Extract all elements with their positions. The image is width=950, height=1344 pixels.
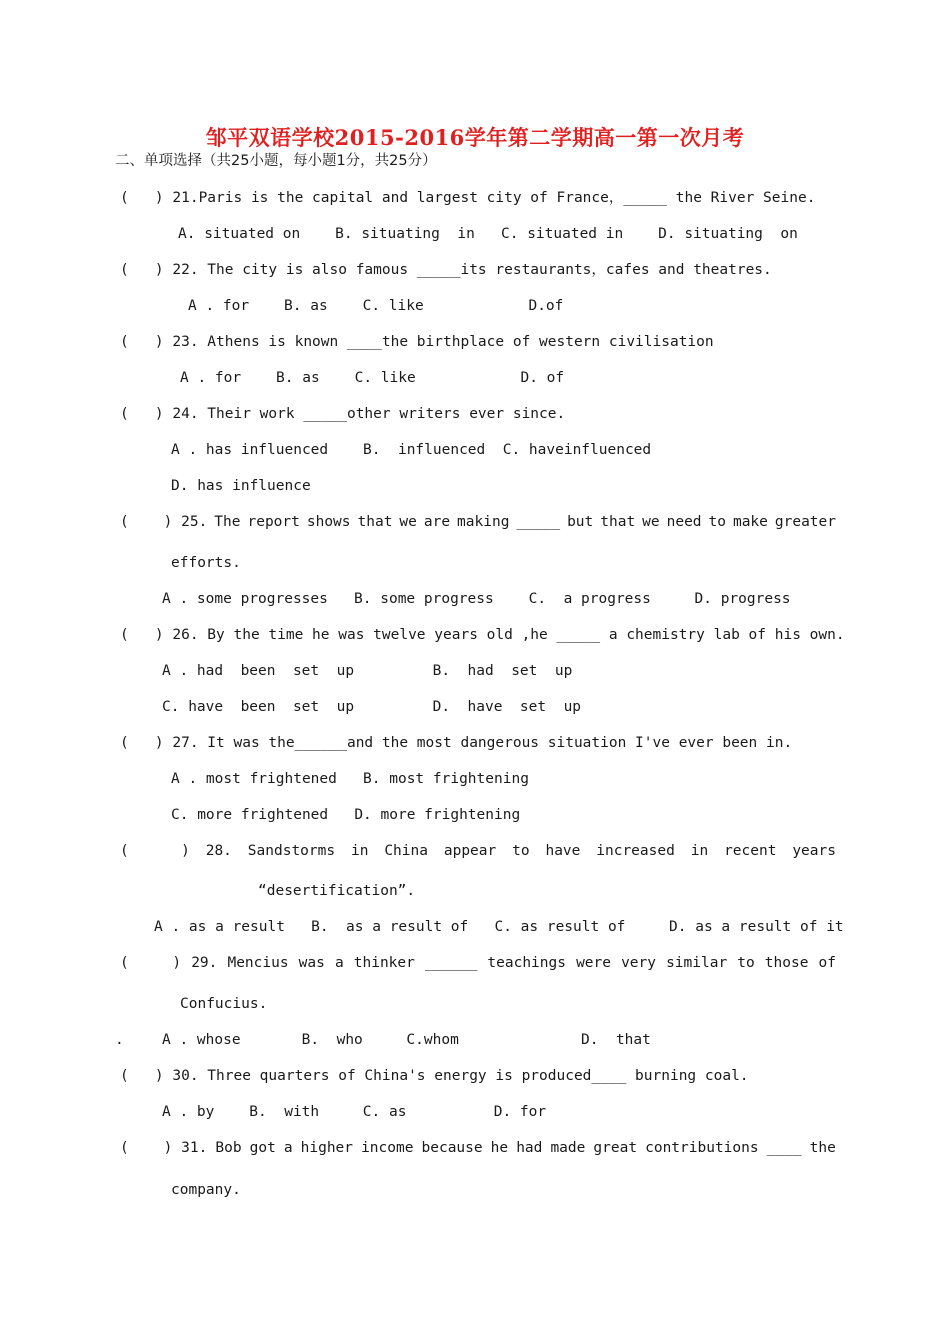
question-27-stem: ( ) 27. It was the______and the most dangerous situation I've ever been in.: [120, 735, 793, 751]
stem-word: ( ): [120, 843, 190, 859]
stem-word: ( ): [120, 955, 182, 971]
stem-word: that: [357, 514, 393, 530]
stem-word: those: [764, 955, 809, 971]
stem-word: are: [423, 514, 451, 530]
stray-mark: .: [115, 1032, 124, 1048]
question-25-stem-continued: efforts.: [171, 555, 241, 571]
question-28-stem-continued: “desertification”.: [258, 883, 416, 899]
stem-word: The: [214, 514, 241, 530]
stem-word: made: [550, 1140, 586, 1156]
page-title: 邹平双语学校2015-2016学年第二学期高一第一次月考: [205, 125, 745, 150]
stem-word: China: [384, 843, 428, 859]
stem-word: to: [737, 955, 755, 971]
stem-word: had: [516, 1140, 543, 1156]
stem-word: contributions: [645, 1140, 759, 1156]
stem-word: ( ) 25.: [120, 514, 208, 530]
question-24-stem: ( ) 24. Their work _____other writers ever since.: [120, 406, 566, 422]
stem-word: Bob: [215, 1140, 242, 1156]
question-26-options: A . had been set up B. had set up: [162, 663, 573, 679]
question-30-options: A . by B. with C. as D. for: [162, 1104, 547, 1120]
section-heading: 二、单项选择（共25小题，每小题1分，共25分）: [115, 153, 437, 169]
stem-word: report: [247, 514, 300, 530]
stem-word: recent: [724, 843, 777, 859]
answer-blank: ______: [424, 955, 478, 971]
stem-word: need: [666, 514, 702, 530]
stem-word: in: [690, 843, 709, 859]
answer-blank: ____: [766, 1140, 802, 1156]
question-29-stem: [120, 953, 836, 973]
question-25-options: A . some progresses B. some progress C. a progress D. progress: [162, 591, 791, 607]
question-24-options: A . has influenced B. influenced C. haveinfluenced: [171, 442, 652, 458]
stem-word: got: [249, 1140, 276, 1156]
stem-word: 28.: [205, 843, 232, 859]
question-22-options: A . for B. as C. like D.of: [188, 298, 564, 314]
question-31-stem: [120, 1138, 836, 1158]
stem-word: to: [512, 843, 530, 859]
question-28-stem: [120, 841, 836, 861]
stem-word: was: [298, 955, 325, 971]
stem-word: 29.: [191, 955, 218, 971]
stem-word: similar: [666, 955, 728, 971]
stem-word: making: [457, 514, 510, 530]
stem-word: years: [792, 843, 836, 859]
stem-word: because: [421, 1140, 483, 1156]
stem-word: the: [809, 1140, 836, 1156]
question-26-stem: ( ) 26. By the time he was twelve years old ,he _____ a chemistry lab of his own.: [120, 627, 845, 643]
question-25-stem: [120, 512, 836, 532]
stem-word: income: [361, 1140, 414, 1156]
question-29-stem-continued: Confucius.: [180, 996, 268, 1012]
question-24-options: D. has influence: [171, 478, 311, 494]
question-27-options: C. more frightened D. more frightening: [171, 807, 521, 823]
stem-word: shows: [306, 514, 351, 530]
stem-word: we: [399, 514, 417, 530]
stem-word: greater: [774, 514, 836, 530]
stem-word: appear: [443, 843, 497, 859]
answer-blank: _____: [516, 514, 561, 530]
question-27-options: A . most frightened B. most frightening: [171, 771, 529, 787]
stem-word: we: [642, 514, 660, 530]
stem-word: thinker: [353, 955, 415, 971]
question-31-stem-continued: company.: [171, 1182, 241, 1198]
stem-word: great: [593, 1140, 638, 1156]
question-29-options: A . whose B. who C.whom D. that: [162, 1032, 651, 1048]
stem-word: have: [545, 843, 581, 859]
stem-word: higher: [300, 1140, 354, 1156]
stem-word: to: [708, 514, 726, 530]
stem-word: very: [621, 955, 656, 971]
question-30-stem: ( ) 30. Three quarters of China's energy is produced____ burning coal.: [120, 1068, 749, 1084]
question-22-stem: ( ) 22. The city is also famous _____its restaurants，cafes and theatres.: [120, 262, 772, 278]
stem-word: were: [576, 955, 611, 971]
stem-word: of: [818, 955, 836, 971]
stem-word: Sandstorms: [247, 843, 336, 859]
question-23-stem: ( ) 23. Athens is known ____the birthplace of western civilisation: [120, 334, 714, 350]
stem-word: but: [567, 514, 594, 530]
question-26-options: C. have been set up D. have set up: [162, 699, 582, 715]
stem-word: teachings: [487, 955, 566, 971]
stem-word: make: [732, 514, 768, 530]
stem-word: a: [334, 955, 344, 971]
stem-word: he: [490, 1140, 509, 1156]
question-28-options: A . as a result B. as a result of C. as result of D. as a result of it: [154, 919, 844, 935]
stem-word: a: [283, 1140, 293, 1156]
question-21-stem: ( ) 21.Paris is the capital and largest city of France，_____ the River Seine.: [120, 190, 816, 206]
question-21-options: A. situated on B. situating in C. situated in D. situating on: [178, 226, 798, 242]
stem-word: ( ) 31.: [120, 1140, 208, 1156]
stem-word: Mencius: [227, 955, 289, 971]
stem-word: increased: [596, 843, 675, 859]
stem-word: that: [600, 514, 636, 530]
stem-word: in: [350, 843, 369, 859]
question-23-options: A . for B. as C. like D. of: [180, 370, 565, 386]
